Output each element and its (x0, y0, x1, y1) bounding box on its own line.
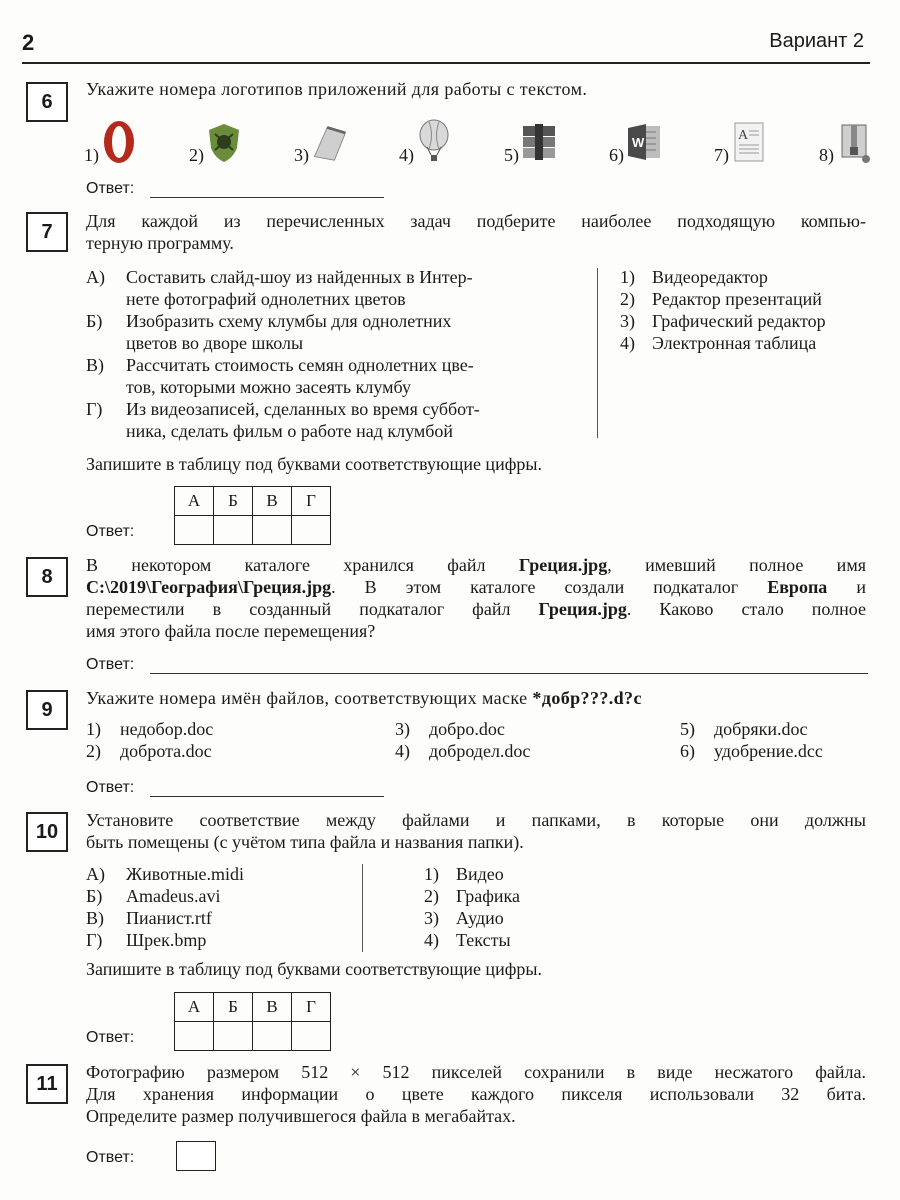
file-option-3 (395, 718, 675, 740)
task-key: А) (86, 267, 105, 287)
q11-text (86, 1061, 866, 1127)
file-option-5 (680, 718, 880, 740)
program-key: 2) (620, 289, 635, 309)
file-key: 3) (395, 719, 410, 739)
q8-answer-field[interactable] (150, 673, 868, 674)
question-number-9: 9 (26, 690, 68, 730)
q8-path: C:\2019\География\Греция.jpg (86, 577, 332, 597)
q10-answer-table (174, 992, 331, 1051)
q9-mask: *добр???.d?c (532, 688, 642, 708)
logo-label: 1) (84, 145, 99, 165)
q8-text-part: и (827, 577, 866, 597)
q7-text-line: терную программу. (86, 233, 234, 253)
program-label: Редактор презентаций (652, 289, 822, 309)
svg-text:A: A (738, 128, 749, 143)
logo-label: 3) (294, 145, 309, 165)
question-number-11: 11 (26, 1064, 68, 1104)
program-label: Видеоредактор (652, 267, 768, 287)
file-key: 1) (86, 719, 101, 739)
folder-name: Аудио (456, 908, 504, 928)
wordpad-icon (729, 118, 769, 166)
task-g (86, 398, 586, 442)
folder-name: Видео (456, 864, 504, 884)
q8-filename: Греция.jpg (538, 599, 627, 619)
opera-icon (99, 118, 139, 166)
q7-text (86, 210, 866, 254)
table-header: Б (214, 487, 253, 516)
table-header: А (175, 993, 214, 1022)
logo-label: 6) (609, 145, 624, 165)
file-key: 6) (680, 741, 695, 761)
q7-programs (620, 266, 880, 354)
q7-answer-label: Ответ: (86, 523, 135, 540)
variant-title: Вариант 2 (769, 30, 864, 52)
page-number: 2 (22, 30, 35, 55)
q10-text-line: быть помещены (с учётом типа файла и названия папки). (86, 832, 524, 852)
q9-text (86, 687, 786, 709)
q8-text-part: . В этом каталоге создали подкаталог (331, 577, 768, 597)
table-header: Г (292, 993, 331, 1022)
file-name: недобор.doc (120, 719, 214, 739)
file-key: Г) (86, 930, 103, 950)
q9-files-col2 (395, 718, 675, 762)
program-key: 4) (620, 333, 635, 353)
file-key: 2) (86, 741, 101, 761)
q7-instruction: Запишите в таблицу под буквами соответствующие цифры. (86, 454, 542, 474)
file-key: В) (86, 908, 104, 928)
q10-text (86, 809, 866, 853)
answer-cell[interactable] (253, 1022, 292, 1051)
q8-line (86, 598, 866, 620)
folder-1 (424, 863, 644, 885)
svg-text:W: W (632, 135, 645, 150)
q10-folders (424, 863, 644, 951)
winrar-icon (519, 118, 559, 166)
folder-4 (424, 929, 644, 951)
task-key: Г) (86, 399, 103, 419)
task-line: Составить слайд-шоу из найденных в Интер- (126, 267, 473, 287)
task-a (86, 266, 586, 310)
folder-name: Графика (456, 886, 521, 906)
file-name: удобрение.dcc (714, 741, 823, 761)
word-icon (624, 118, 664, 166)
q8-text-part: . Каково стало полное (626, 599, 866, 619)
q6-answer-field[interactable] (150, 197, 384, 198)
q10-text-line: Установите соответствие между файлами и папками, в которые они должны (86, 810, 866, 830)
q6-answer-label: Ответ: (86, 180, 135, 197)
logo-item-1 (84, 118, 139, 166)
logo-item-8 (819, 118, 874, 166)
answer-cell[interactable] (292, 516, 331, 545)
file-name: добро.doc (429, 719, 505, 739)
q11-text-line: Определите размер получившегося файла в мегабайтах. (86, 1106, 516, 1126)
file-name: добродел.doc (429, 741, 531, 761)
task-line: ника, сделать фильм о работе над клумбой (126, 421, 454, 441)
archive-icon (834, 118, 874, 166)
table-header: В (253, 487, 292, 516)
program-1 (620, 266, 880, 288)
q10-instruction: Запишите в таблицу под буквами соответствующие цифры. (86, 959, 542, 979)
question-number-8: 8 (26, 557, 68, 597)
q8-line (86, 576, 866, 598)
folder-name: Тексты (456, 930, 511, 950)
answer-cell[interactable] (253, 516, 292, 545)
file-name: Amadeus.avi (126, 886, 221, 906)
folder-key: 3) (424, 908, 439, 928)
file-key: 5) (680, 719, 695, 739)
q8-line: имя этого файла после перемещения? (86, 621, 376, 641)
q7-tasks (86, 266, 586, 442)
notepad-icon (309, 118, 349, 166)
logo-item-4 (399, 118, 454, 166)
q8-text-part: , имевший полное имя (607, 555, 866, 575)
q9-answer-label: Ответ: (86, 779, 135, 796)
table-header: А (175, 487, 214, 516)
file-key: 4) (395, 741, 410, 761)
answer-cell[interactable] (175, 1022, 214, 1051)
logo-label: 2) (189, 145, 204, 165)
logo-label: 7) (714, 145, 729, 165)
q8-answer-label: Ответ: (86, 656, 135, 673)
file-option-6 (680, 740, 880, 762)
file-option-2 (86, 740, 406, 762)
q11-answer-label: Ответ: (86, 1149, 135, 1166)
task-b (86, 310, 586, 354)
answer-cell[interactable] (175, 516, 214, 545)
task-line: нете фотографий однолетних цветов (126, 289, 406, 309)
table-header: Г (292, 487, 331, 516)
file-name: добряки.doc (714, 719, 808, 739)
logo-item-5 (504, 118, 559, 166)
task-line: Изобразить схему клумбы для однолетних (126, 311, 452, 331)
program-label: Электронная таблица (652, 333, 817, 353)
answer-cell[interactable] (214, 516, 253, 545)
task-v (86, 354, 586, 398)
file-name: доброта.doc (120, 741, 212, 761)
file-key: А) (86, 864, 105, 884)
question-number-7: 7 (26, 212, 68, 252)
q9-files-col1 (86, 718, 406, 762)
task-key: Б) (86, 311, 103, 331)
q7-text-line: Для каждой из перечисленных задач подберите наиболее подходящую компью- (86, 211, 866, 231)
question-number-6: 6 (26, 82, 68, 122)
task-line: Рассчитать стоимость семян однолетних цве- (126, 355, 474, 375)
logo-label: 5) (504, 145, 519, 165)
q9-text-part: Укажите номера имён файлов, соответствующих маске (86, 688, 533, 708)
q9-answer-field[interactable] (150, 796, 384, 797)
program-2 (620, 288, 880, 310)
q11-answer-box[interactable] (176, 1141, 216, 1171)
file-name: Шрек.bmp (126, 930, 207, 950)
logo-item-3 (294, 118, 349, 166)
logo-item-2 (189, 118, 244, 166)
q11-text-line: Фотографию размером 512 × 512 пикселей сохранили в виде несжатого файла. (86, 1062, 866, 1082)
folder-2 (424, 885, 644, 907)
folder-key: 2) (424, 886, 439, 906)
q8-text (86, 554, 866, 642)
q10-file-v (86, 907, 356, 929)
task-line: тов, которыми можно засеять клумбу (126, 377, 411, 397)
question-number-10: 10 (26, 812, 68, 852)
program-key: 3) (620, 311, 635, 331)
file-key: Б) (86, 886, 103, 906)
q9-files-col3 (680, 718, 880, 762)
program-key: 1) (620, 267, 635, 287)
q10-file-b (86, 885, 356, 907)
file-option-1 (86, 718, 406, 740)
logo-label: 4) (399, 145, 414, 165)
q10-answer-label: Ответ: (86, 1029, 135, 1046)
q10-files (86, 863, 356, 951)
answer-cell[interactable] (292, 1022, 331, 1051)
folder-key: 1) (424, 864, 439, 884)
logo-item-7 (714, 118, 769, 166)
q8-text-part: переместили в созданный подкаталог файл (86, 599, 539, 619)
task-line: цветов во дворе школы (126, 333, 304, 353)
balloon-icon (414, 118, 454, 166)
q10-file-a (86, 863, 356, 885)
task-key: В) (86, 355, 104, 375)
q7-answer-table (174, 486, 331, 545)
q10-file-g (86, 929, 356, 951)
folder-key: 4) (424, 930, 439, 950)
q8-folder: Европа (767, 577, 828, 597)
logo-label: 8) (819, 145, 834, 165)
table-header: Б (214, 993, 253, 1022)
program-4 (620, 332, 880, 354)
table-header: В (253, 993, 292, 1022)
drweb-icon (204, 118, 244, 166)
logo-item-6 (609, 118, 664, 166)
q8-text-part: В некотором каталоге хранился файл (86, 555, 519, 575)
q8-line (86, 554, 866, 576)
header-rule (22, 62, 870, 64)
q10-divider (362, 864, 363, 952)
q6-logos (84, 110, 874, 166)
file-option-4 (395, 740, 675, 762)
q6-text: Укажите номера логотипов приложений для работы с текстом. (86, 79, 588, 99)
answer-cell[interactable] (214, 1022, 253, 1051)
program-label: Графический редактор (652, 311, 826, 331)
q11-text-line: Для хранения информации о цвете каждого пикселя использовали 32 бита. (86, 1084, 866, 1104)
q8-filename: Греция.jpg (518, 555, 608, 575)
file-name: Пианист.rtf (126, 908, 212, 928)
q7-divider (597, 268, 598, 438)
program-3 (620, 310, 880, 332)
folder-3 (424, 907, 644, 929)
file-name: Животные.midi (126, 864, 244, 884)
task-line: Из видеозаписей, сделанных во время суббот- (126, 399, 480, 419)
